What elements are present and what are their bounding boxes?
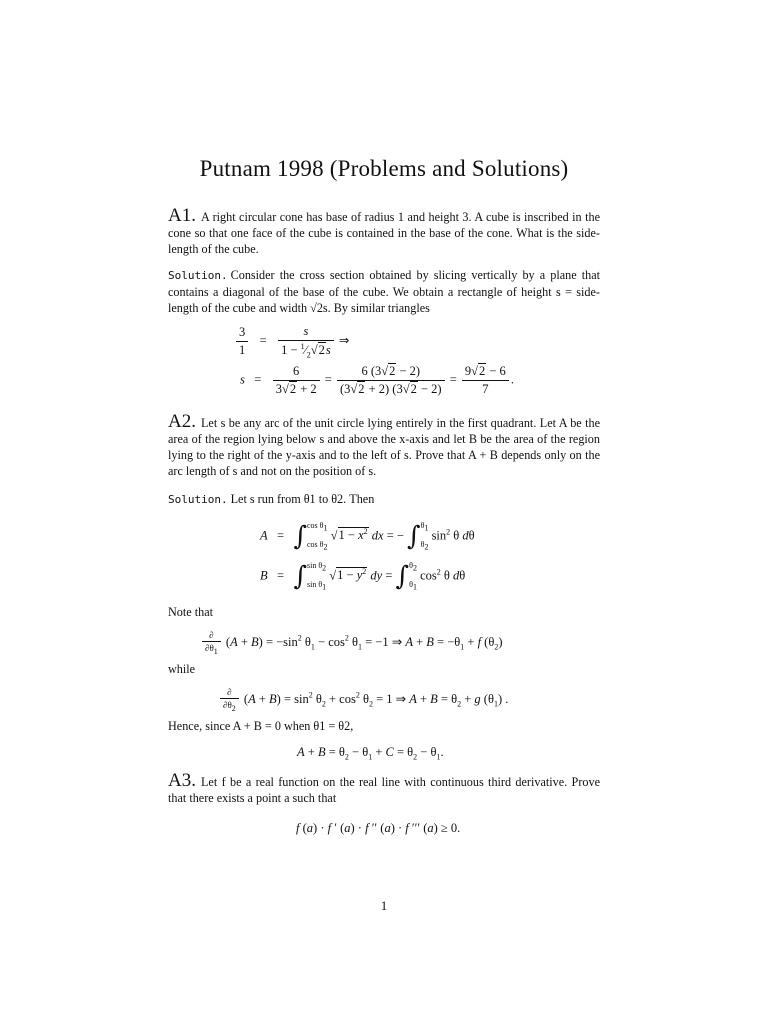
a2-problem <box>168 411 600 479</box>
a2-label: A2. <box>168 411 196 432</box>
a2-while: while <box>168 662 196 676</box>
a3-problem-text: Let f be a real function on the real line with continuous third derivative. Prove that there exists a point a such that <box>168 775 600 805</box>
a1-solution <box>168 267 600 316</box>
a2-problem-text: Let s be any arc of the unit circle lying entirely in the first quadrant. Let A be the area of the region lying below s and above the x-axis and let B be the area of the region lying to the right of the y-axis and to the left of s. Prove that A + B depends only on the arc length of s and not on the position of s. <box>168 416 600 478</box>
a1-solution-label: Solution. <box>168 269 228 282</box>
a2-equation-A: A = ∫ $\cos \theta_1$ $\cos \theta_2$ $√1 - x^2$ dx = − ∫ $\theta_1$ $\theta_2$ $\sin^2 \theta$ dθ <box>260 521 475 552</box>
a2-equation-derivative-2: $\frac{\partial}{\partial\theta_2}$ $(A + B) = \sin^2 \theta_2 + \cos^2 \theta_2 = 1$ ⇒ $A + B = \theta_2 + g$ $(\theta_1)$ . <box>218 687 508 713</box>
a1-problem-text: A right circular cone has base of radius 1 and height 3. A cube is inscribed in the cone so that one face of the cube is contained in the base of the cone. What is the side-length of the cube. <box>168 210 600 256</box>
a3-label: A3. <box>168 770 196 791</box>
a2-solution <box>168 491 600 508</box>
a2-equation-final: $A + B = \theta_2 - \theta_1 + C = \theta_2 - \theta_1$. <box>297 745 444 762</box>
a2-solution-text: Let s run from θ1 to θ2. Then <box>230 492 375 506</box>
page-number: 1 <box>380 898 388 913</box>
a3-equation: f (a) · f ′ (a) · f ′′ (a) · f ′′′ (a) ≥ 0. <box>296 821 461 835</box>
a1-equation-2: s = $\frac{6}{3√2 + 2}$ = $\frac{6 (3√2 - 2)}{(3√2 + 2) (3√2 - 2)}$ = $\frac{9√2 - 6}{7}$ . <box>240 364 514 396</box>
a1-equation-1: $\frac{3}{1}$ = $\frac{s}{1 - ^1⁄_2√2s}$ ⇒ <box>234 324 349 360</box>
page-title: Putnam 1998 (Problems and Solutions) <box>199 156 569 181</box>
a1-problem <box>168 205 600 257</box>
a2-note-that: Note that <box>168 605 214 619</box>
a2-equation-derivative-1: $\frac{\partial}{\partial\theta_1}$ $(A + B) = -\sin^2$ $\theta_1 - \cos^2 \theta_1 = -1$ ⇒ $A + B = -\theta_1 + f$ $(\theta_2)$ <box>200 630 503 656</box>
a1-label: A1. <box>168 205 196 226</box>
a2-equation-B: B = ∫ $\sin \theta_2$ $\sin \theta_1$ $√1 - y^2$ dy = ∫ $\theta_2$ $\theta_1$ $\cos^2 \theta$ dθ <box>260 561 466 592</box>
a3-problem <box>168 770 600 806</box>
a1-solution-text: Consider the cross section obtained by slicing vertically by a plane that contains a diagonal of the base of the cube. We obtain a rectangle of height s = side-length of the cube and width √2s. By similar triangles <box>168 268 600 315</box>
a2-solution-label: Solution. <box>168 493 228 506</box>
a2-hence: Hence, since A + B = 0 when θ1 = θ2, <box>168 719 354 733</box>
